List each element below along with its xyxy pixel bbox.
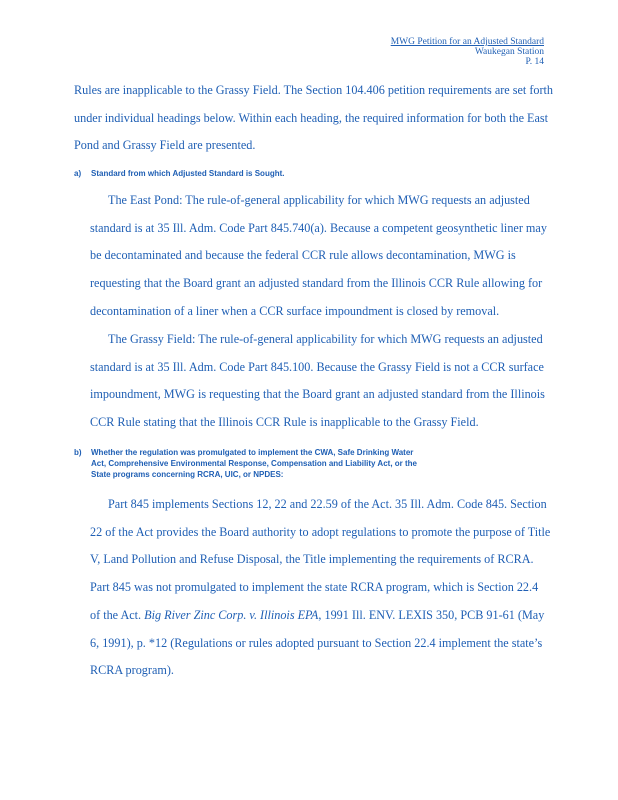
text-line: Pond and Grassy Field are presented. [74,138,256,153]
heading-text: Whether the regulation was promulgated to implement the CWA, Safe Drinking Water [91,448,414,457]
heading-text: Standard from which Adjusted Standard is Sought. [91,169,285,178]
east-pond-paragraph [90,187,590,326]
text-line: standard is at 35 Ill. Adm. Code Part 845.740(a). Because a competent geosynthetic liner may [90,220,547,235]
text-line: be decontaminated and because the federal CCR rule allows decontamination, MWG is [90,248,516,263]
text-line: decontamination of a liner when a CCR surface impoundment is closed by removal. [90,303,500,318]
text-line: RCRA program). [90,663,174,678]
text-line: The Grassy Field: The rule-of-general applicability for which MWG requests an adjusted [108,332,543,346]
section-b-paragraph [90,491,590,685]
text-line: The East Pond: The rule-of-general applicability for which MWG requests an adjusted [108,193,530,207]
intro-paragraph [74,77,574,160]
text-line: requesting that the Board grant an adjusted standard from the Illinois CCR Rule allowing for [90,276,543,291]
page-header [391,37,544,67]
section-b-heading [74,447,544,480]
case-name: Big River Zinc Corp. v. Illinois EPA [144,607,319,622]
text-line: impoundment, MWG is requesting that the Board grant an adjusted standard from the Illinois [90,387,545,402]
citation-prefix: of the Act. [90,607,145,622]
grassy-field-paragraph [90,326,590,437]
text-line: standard is at 35 Ill. Adm. Code Part 845.100. Because the Grassy Field is not a CCR surface [90,359,544,374]
text-line: V, Land Pollution and Refuse Disposal, the Title implementing the requirements of RCRA. [90,552,534,567]
citation-line [90,602,590,630]
text-line: 22 of the Act provides the Board authority to adopt regulations to promote the purpose of Title [90,524,551,539]
section-marker: b) [74,448,82,457]
text-line: under individual headings below. Within each heading, the required information for both the East [74,110,549,125]
header-title: MWG Petition for an Adjusted Standard [390,37,544,47]
header-page-number: P. 14 [525,57,544,67]
text-line: Part 845 implements Sections 12, 22 and 22.59 of the Act. 35 Ill. Adm. Code 845. Section [108,497,547,511]
heading-text: Act, Comprehensive Environmental Response, Compensation and Liability Act, or the [91,459,417,468]
heading-text: State programs concerning RCRA, UIC, or NPDES: [91,470,284,479]
text-line: CCR Rule stating that the Illinois CCR Rule is inapplicable to the Grassy Field. [90,415,479,430]
header-station: Waukegan Station [474,47,544,57]
section-marker: a) [74,169,82,178]
text-line: Part 845 was not promulgated to implement the state RCRA program, which is Section 22.4 [90,580,539,595]
text-line: Rules are inapplicable to the Grassy Field. The Section 104.406 petition requirements are set forth [74,83,554,97]
citation-suffix: , 1991 Ill. ENV. LEXIS 350, PCB 91-61 (May [318,607,545,622]
text-line: 6, 1991), p. *12 (Regulations or rules adopted pursuant to Section 22.4 implement the state’s [90,635,543,650]
section-a-heading [74,168,544,179]
